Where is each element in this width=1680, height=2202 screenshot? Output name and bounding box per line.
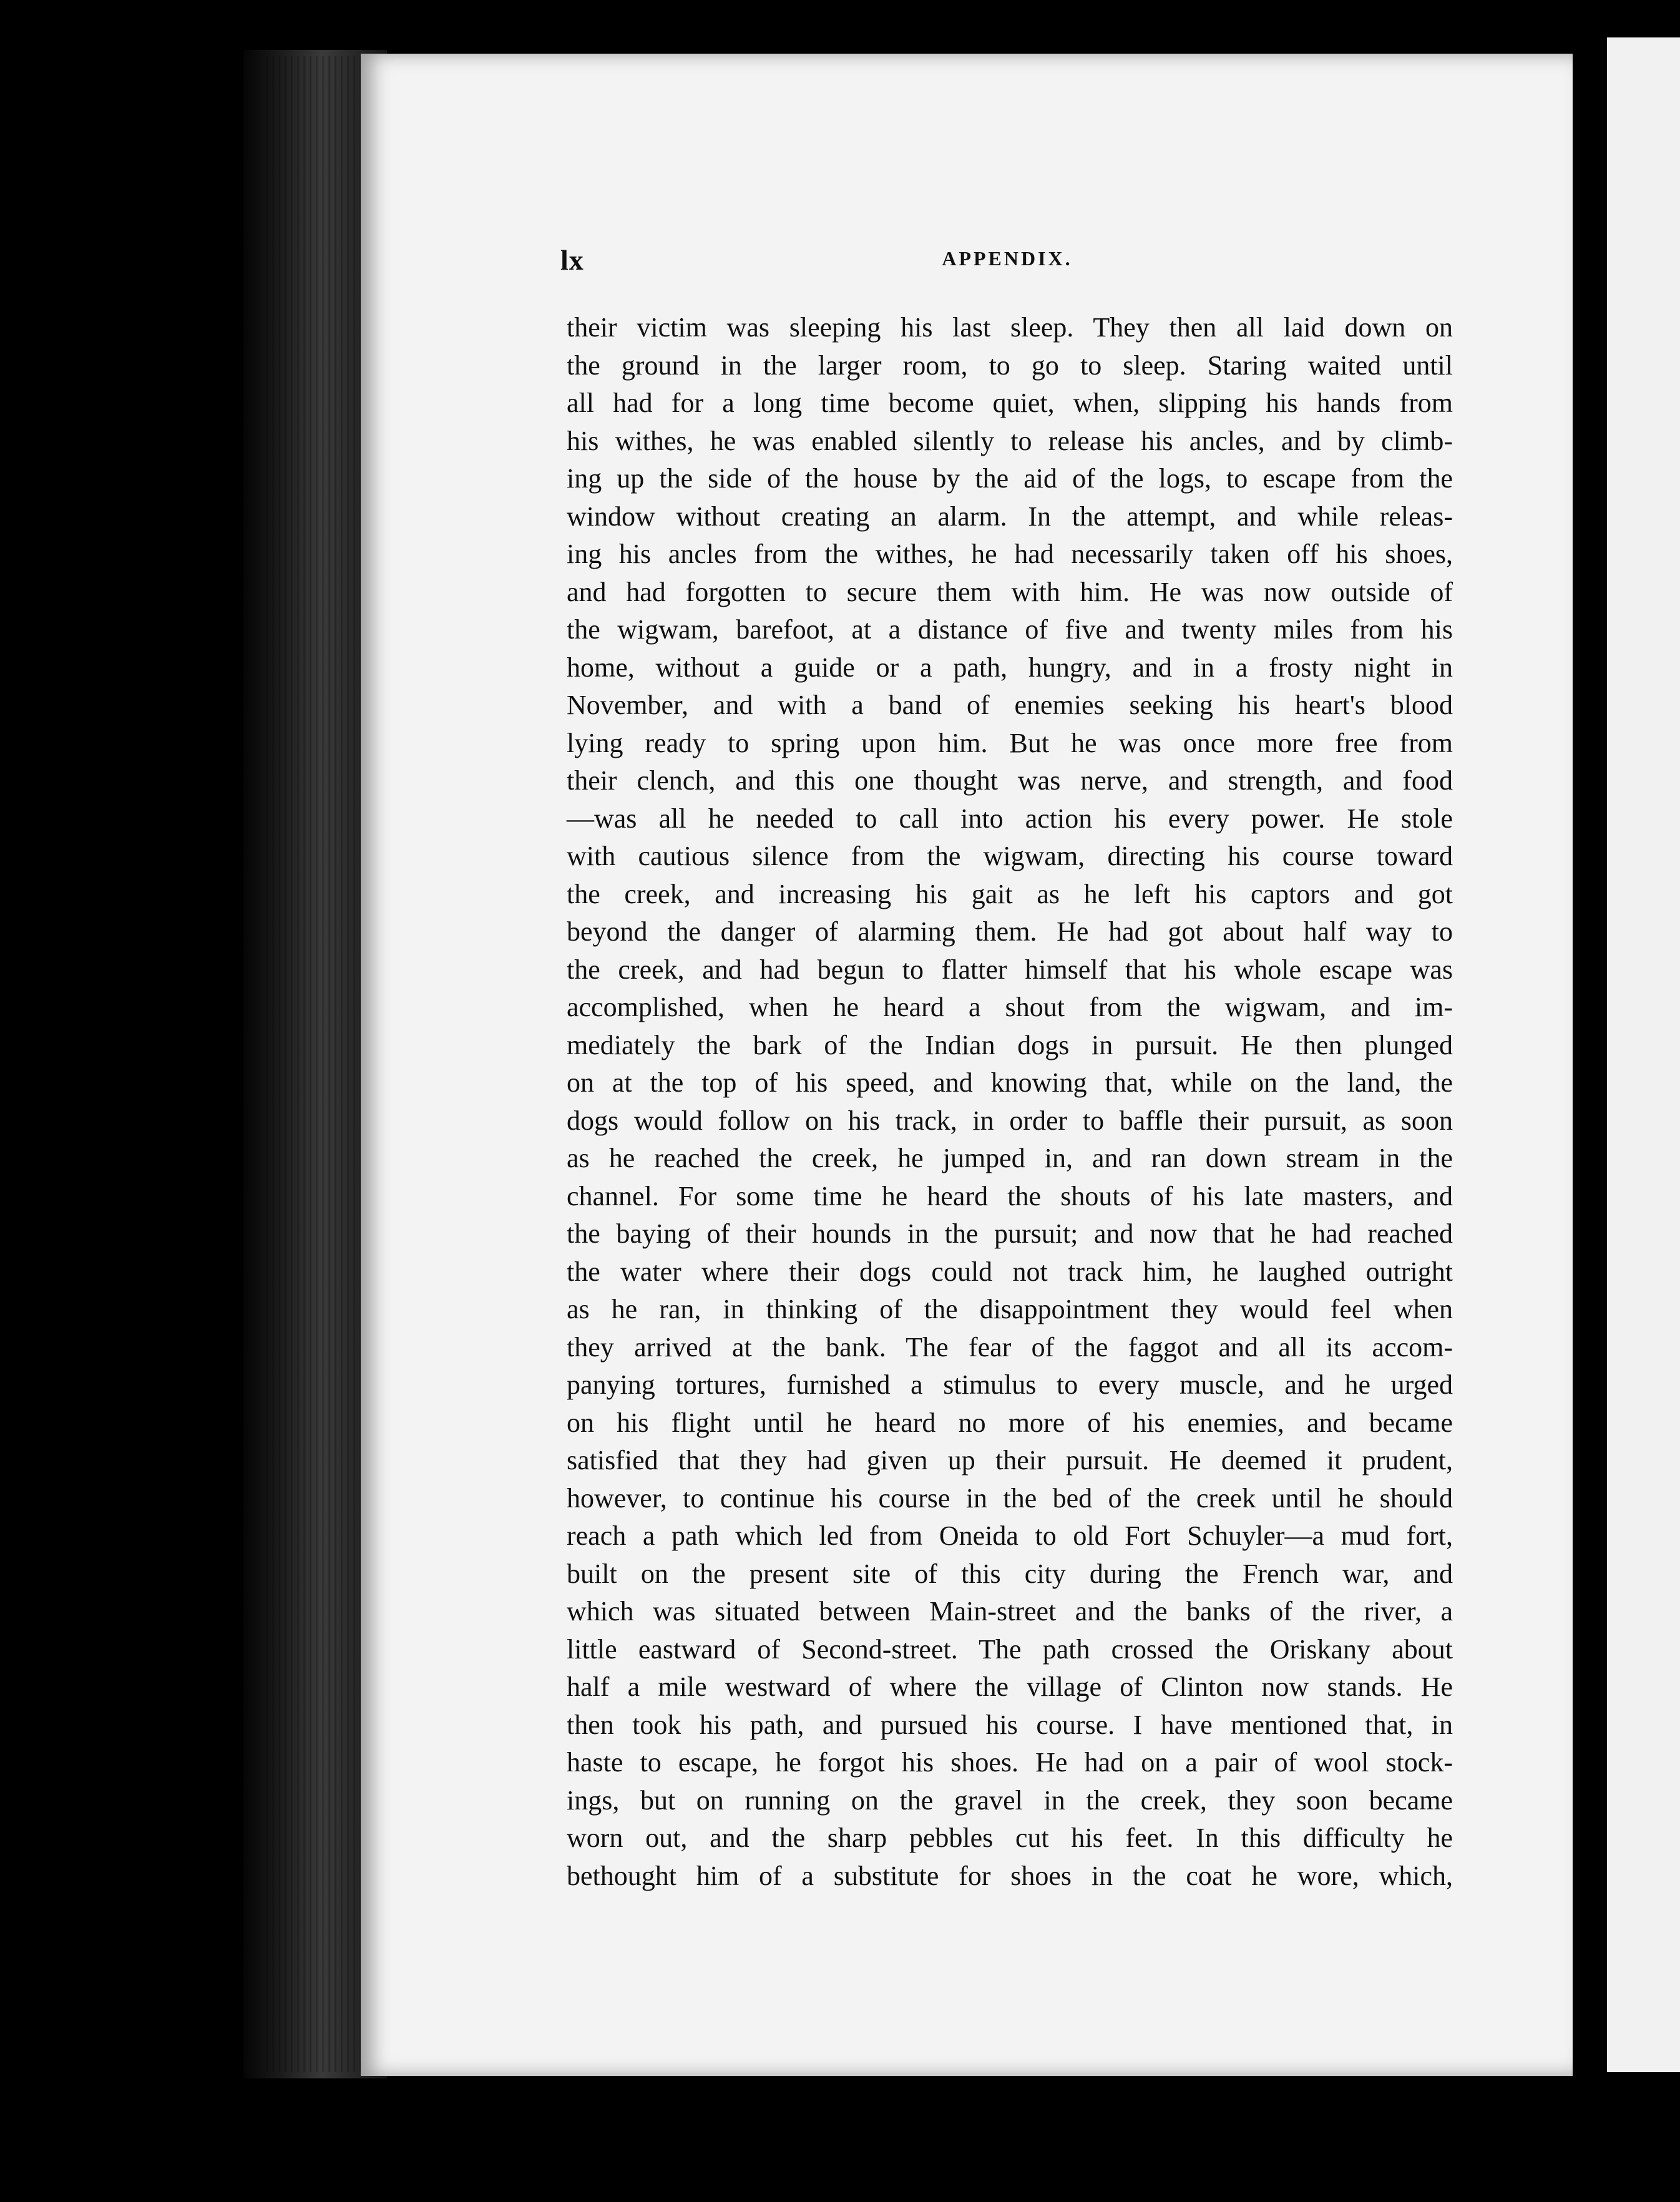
text-line: lying ready to spring upon him. But he was once more free from: [567, 727, 1453, 758]
text-line: satisfied that they had given up their pursuit. He deemed it prudent,: [567, 1445, 1453, 1475]
text-line: haste to escape, he forgot his shoes. He had on a pair of wool stock-: [567, 1747, 1453, 1778]
text-line: —was all he needed to call into action his every power. He stole: [567, 803, 1453, 834]
text-line: built on the present site of this city during the French war, and: [567, 1558, 1453, 1589]
text-line: little eastward of Second-street. The path crossed the Oriskany about: [567, 1633, 1453, 1665]
text-line: half a mile westward of where the village of Clinton now stands. He: [567, 1671, 1453, 1702]
text-line: panying tortures, furnished a stimulus to every muscle, and he urged: [567, 1369, 1453, 1400]
text-line: on his flight until he heard no more of his enemies, and became: [567, 1407, 1453, 1438]
text-line: ings, but on running on the gravel in the creek, they soon became: [567, 1784, 1453, 1816]
text-line: accomplished, when he heard a shout from the wigwam, and im-: [567, 992, 1453, 1022]
text-line: all had for a long time become quiet, when, slipping his hands from: [567, 388, 1453, 418]
running-head: APPENDIX.: [942, 247, 1073, 270]
text-line: the wigwam, barefoot, at a distance of five and twenty miles from his: [567, 614, 1453, 645]
text-line: ing his ancles from the withes, he had necessarily taken off his shoes,: [567, 539, 1453, 569]
text-line: channel. For some time he heard the shouts of his late masters, and: [567, 1180, 1453, 1211]
text-line: bethought him of a substitute for shoes in the coat he wore, which,: [567, 1860, 1453, 1891]
text-line: worn out, and the sharp pebbles cut his feet. In this difficulty he: [567, 1823, 1453, 1853]
text-line: on at the top of his speed, and knowing that, while on the land, the: [567, 1067, 1453, 1098]
text-line: and had forgotten to secure them with him. He was now outside of: [567, 576, 1453, 607]
text-line: the ground in the larger room, to go to sleep. Staring waited until: [567, 350, 1453, 381]
text-line: with cautious silence from the wigwam, directing his course toward: [567, 841, 1453, 871]
text-line: ing up the side of the house by the aid of the logs, to escape from the: [567, 463, 1453, 494]
text-line: mediately the bark of the Indian dogs in pursuit. He then plunged: [567, 1029, 1453, 1060]
page-number: lx: [560, 244, 584, 276]
facing-page-edge: [1607, 37, 1680, 2072]
text-line: reach a path which led from Oneida to old Fort Schuyler—a mud fort,: [567, 1520, 1453, 1551]
text-line: dogs would follow on his track, in order to baffle their pursuit, as soon: [567, 1105, 1453, 1136]
text-line: as he ran, in thinking of the disappointment they would feel when: [567, 1294, 1453, 1324]
text-line: their clench, and this one thought was nerve, and strength, and food: [567, 765, 1453, 796]
text-line: they arrived at the bank. The fear of the faggot and all its accom-: [567, 1331, 1453, 1363]
text-line: the creek, and had begun to flatter himself that his whole escape was: [567, 954, 1453, 985]
text-line: then took his path, and pursued his course. I have mentioned that, in: [567, 1709, 1453, 1740]
text-line: as he reached the creek, he jumped in, and ran down stream in the: [567, 1143, 1453, 1173]
text-line: window without creating an alarm. In the attempt, and while releas-: [567, 501, 1453, 532]
text-line: his withes, he was enabled silently to release his ancles, and by climb-: [567, 425, 1453, 456]
page-header: [560, 243, 1454, 281]
text-line: however, to continue his course in the bed of the creek until he should: [567, 1482, 1453, 1514]
text-line: their victim was sleeping his last sleep. They then all laid down on: [567, 312, 1453, 343]
text-line: home, without a guide or a path, hungry, and in a frosty night in: [567, 652, 1453, 683]
text-line: the creek, and increasing his gait as he left his captors and got: [567, 878, 1453, 909]
text-line: the water where their dogs could not track him, he laughed outright: [567, 1256, 1453, 1287]
text-line: beyond the danger of alarming them. He had got about half way to: [567, 916, 1453, 947]
text-line: November, and with a band of enemies seeking his heart's blood: [567, 690, 1453, 720]
text-line: the baying of their hounds in the pursuit; and now that he had reached: [567, 1218, 1453, 1249]
body-text: [567, 309, 1453, 1895]
text-line: which was situated between Main-street and the banks of the river, a: [567, 1596, 1453, 1627]
book-edge-texture: [262, 56, 374, 2072]
